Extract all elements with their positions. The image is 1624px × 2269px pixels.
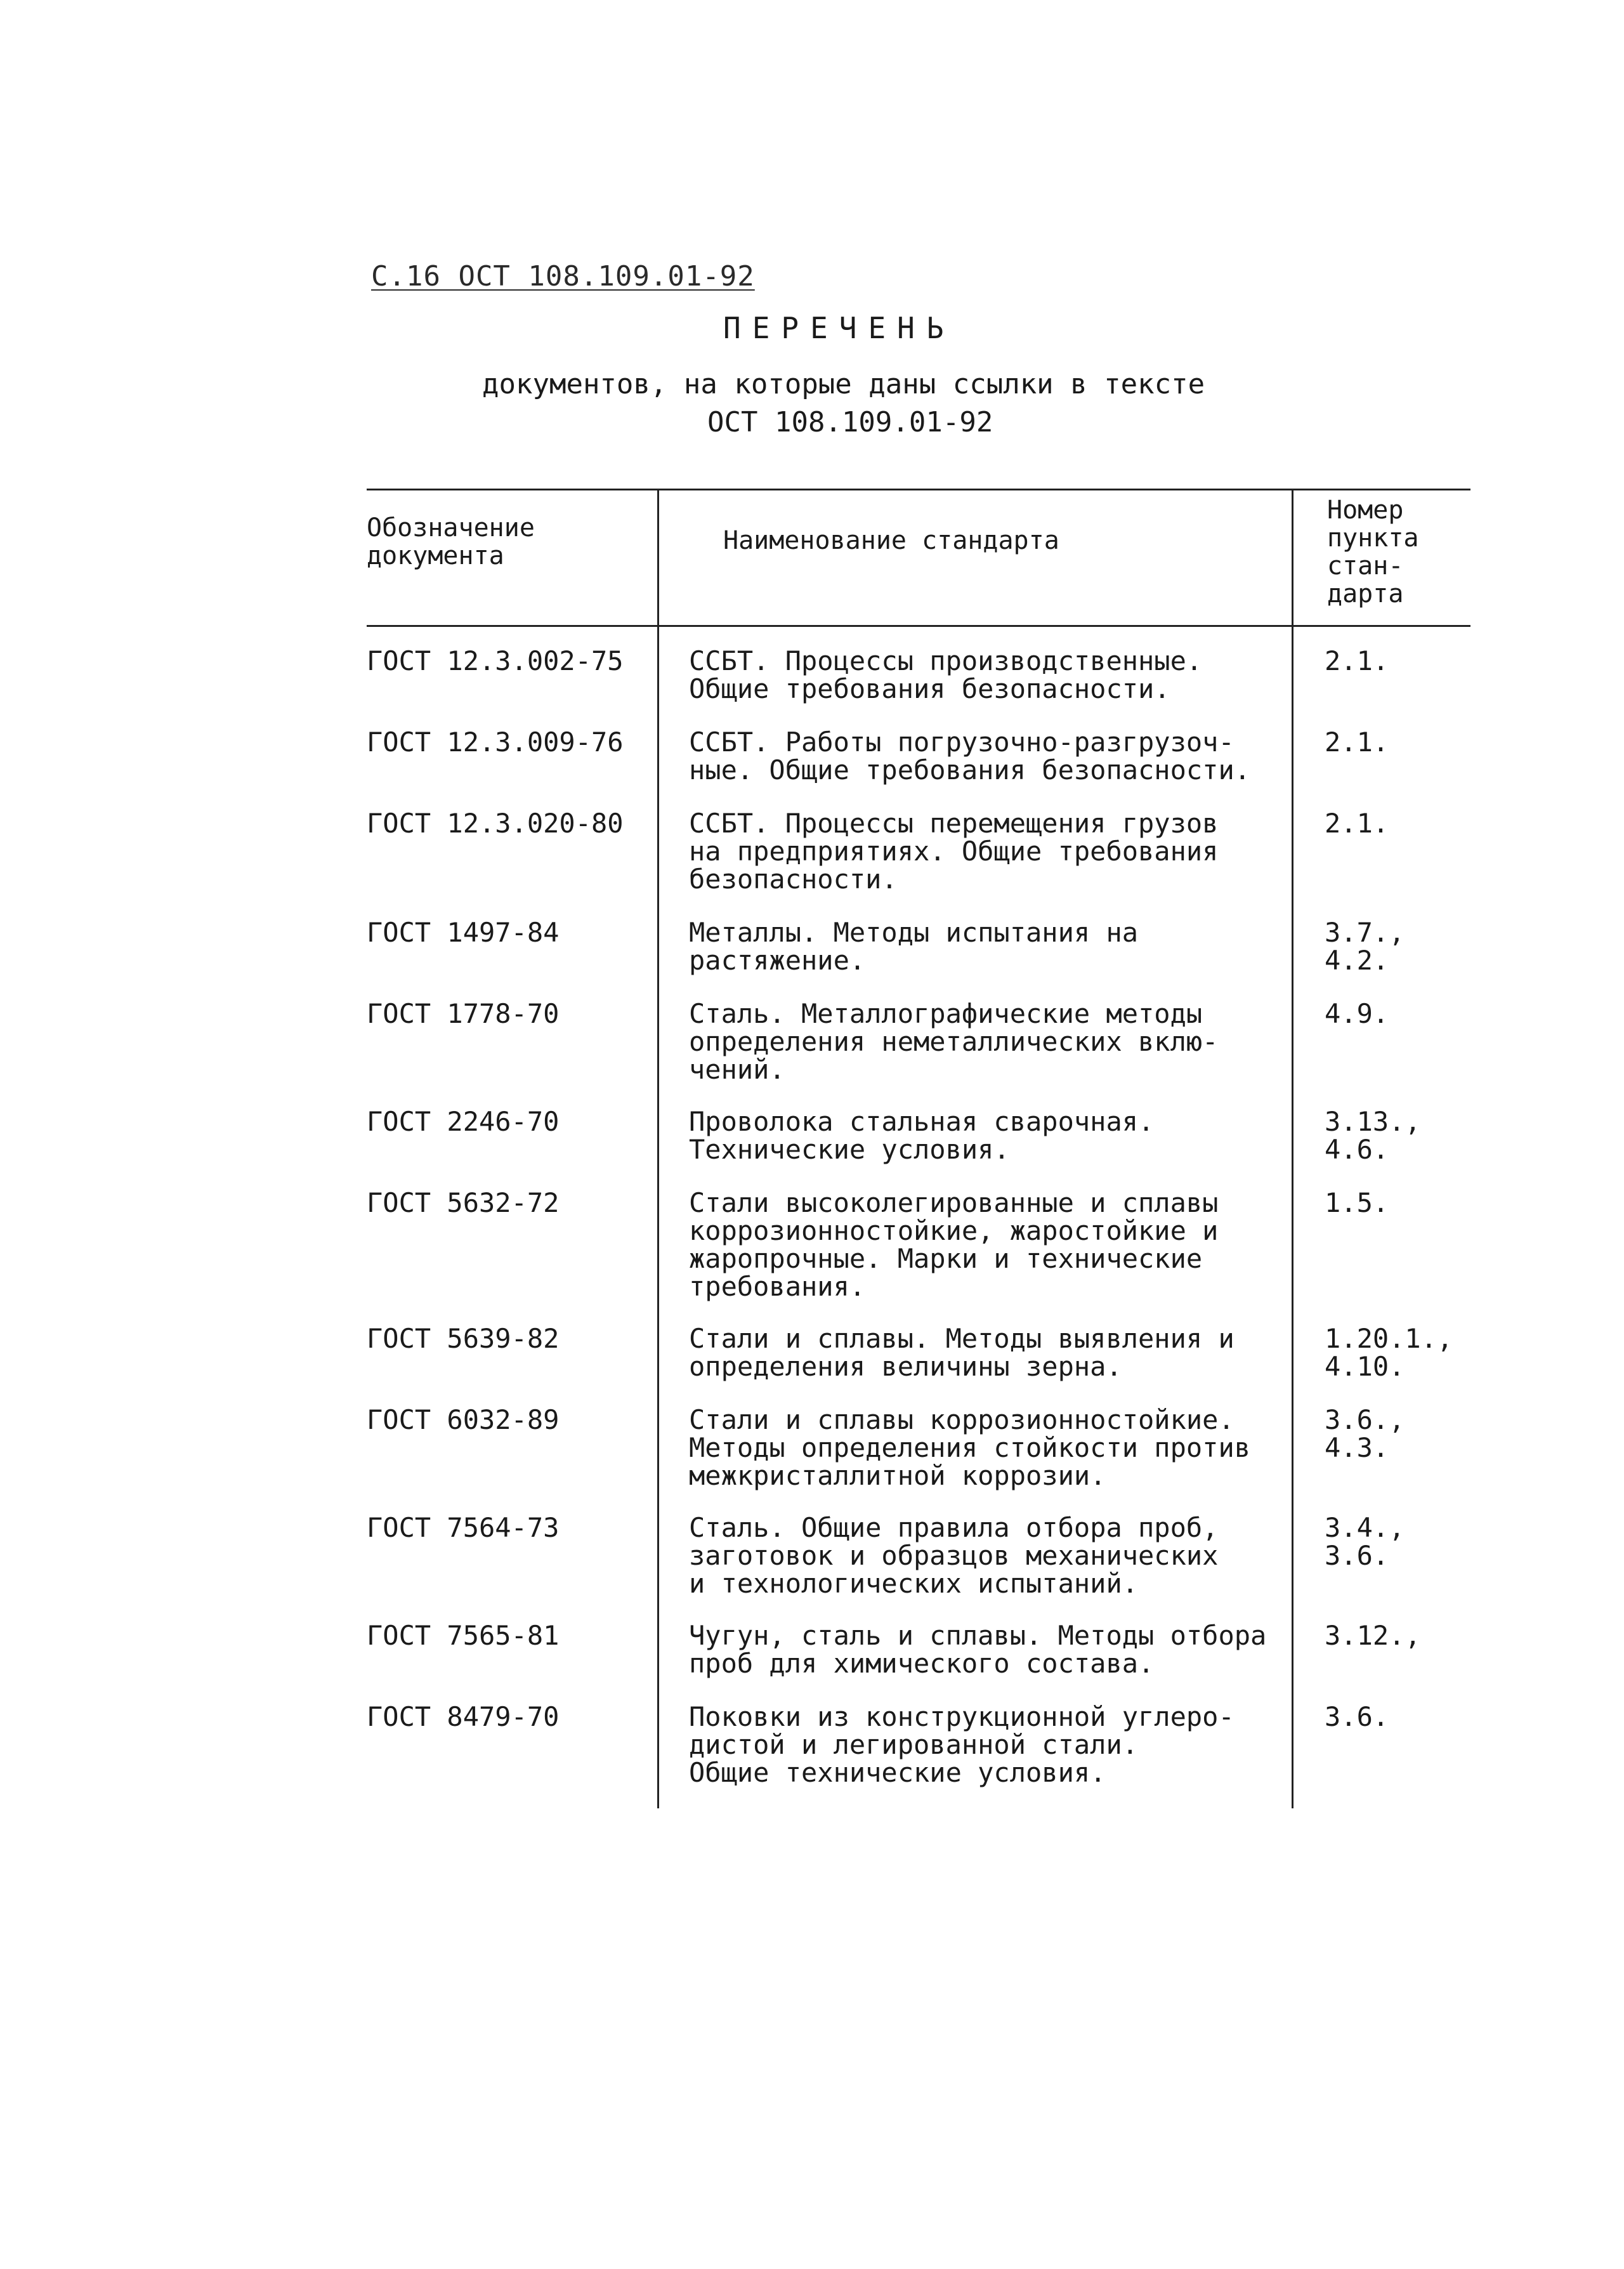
row-doc: ГОСТ 2246-70 [367, 1106, 560, 1137]
row-num: 3.4., 3.6. [1325, 1512, 1405, 1571]
table-top-rule [367, 489, 1470, 490]
row-doc: ГОСТ 5632-72 [367, 1187, 560, 1218]
row-name: Стали и сплавы коррозионностойкие. Методы определения стойкости против межкристаллитной коррозии. [689, 1404, 1251, 1491]
row-name: ССБТ. Процессы производственные. Общие требования безопасности. [689, 645, 1203, 704]
row-name: ССБТ. Работы погрузочно-разгрузоч- ные. Общие требования безопасности. [689, 727, 1251, 786]
header-num: Номер пункта стан- дарта [1327, 496, 1419, 608]
row-doc: ГОСТ 1497-84 [367, 917, 560, 948]
header-name: Наименование стандарта [723, 526, 1059, 555]
header-doc: Обозначение документа [367, 513, 535, 570]
row-num: 1.5. [1325, 1187, 1389, 1218]
row-num: 2.1. [1325, 727, 1389, 758]
row-num: 2.1. [1325, 808, 1389, 839]
row-doc: ГОСТ 8479-70 [367, 1701, 560, 1732]
row-num: 3.12., [1325, 1620, 1421, 1651]
row-name: Стали и сплавы. Методы выявления и определения величины зерна. [689, 1323, 1234, 1382]
row-doc: ГОСТ 5639-82 [367, 1323, 560, 1354]
row-num: 4.9. [1325, 998, 1389, 1029]
subtitle-line-2: ОСТ 108.109.01-92 [707, 406, 993, 438]
row-num: 3.6., 4.3. [1325, 1404, 1405, 1463]
row-name: Металлы. Методы испытания на растяжение. [689, 917, 1139, 976]
row-name: ССБТ. Процессы перемещения грузов на предприятиях. Общие требования безопасности. [689, 808, 1219, 895]
row-name: Чугун, сталь и сплавы. Методы отбора проб для химического состава. [689, 1620, 1267, 1679]
row-name: Стали высоколегированные и сплавы коррозионностойкие, жаростойкие и жаропрочные. Марки и технические требования. [689, 1187, 1219, 1302]
table-header-rule [367, 625, 1470, 627]
row-num: 3.6. [1325, 1701, 1389, 1732]
row-name: Сталь. Общие правила отбора проб, заготовок и образцов механических и технологических испытаний. [689, 1512, 1219, 1599]
page-title: ПЕРЕЧЕНЬ [723, 311, 955, 345]
row-name: Поковки из конструкционной углеро- дистой и легированной стали. Общие технические условия. [689, 1701, 1234, 1788]
row-doc: ГОСТ 12.3.009-76 [367, 727, 624, 758]
table-column-divider-1 [657, 489, 659, 1808]
row-doc: ГОСТ 7564-73 [367, 1512, 560, 1543]
row-doc: ГОСТ 6032-89 [367, 1404, 560, 1435]
row-doc: ГОСТ 1778-70 [367, 998, 560, 1029]
row-num: 3.7., 4.2. [1325, 917, 1405, 976]
row-num: 1.20.1., 4.10. [1325, 1323, 1453, 1382]
row-num: 3.13., 4.6. [1325, 1106, 1421, 1165]
row-doc: ГОСТ 7565-81 [367, 1620, 560, 1651]
row-num: 2.1. [1325, 645, 1389, 676]
row-name: Сталь. Металлографические методы определения неметаллических вклю- чений. [689, 998, 1219, 1085]
row-doc: ГОСТ 12.3.020-80 [367, 808, 624, 839]
row-name: Проволока стальная сварочная. Технические условия. [689, 1106, 1155, 1165]
page-code: С.16 ОСТ 108.109.01-92 [371, 260, 755, 293]
row-doc: ГОСТ 12.3.002-75 [367, 645, 624, 676]
subtitle-line-1: документов, на которые даны ссылки в тексте [482, 368, 1205, 400]
